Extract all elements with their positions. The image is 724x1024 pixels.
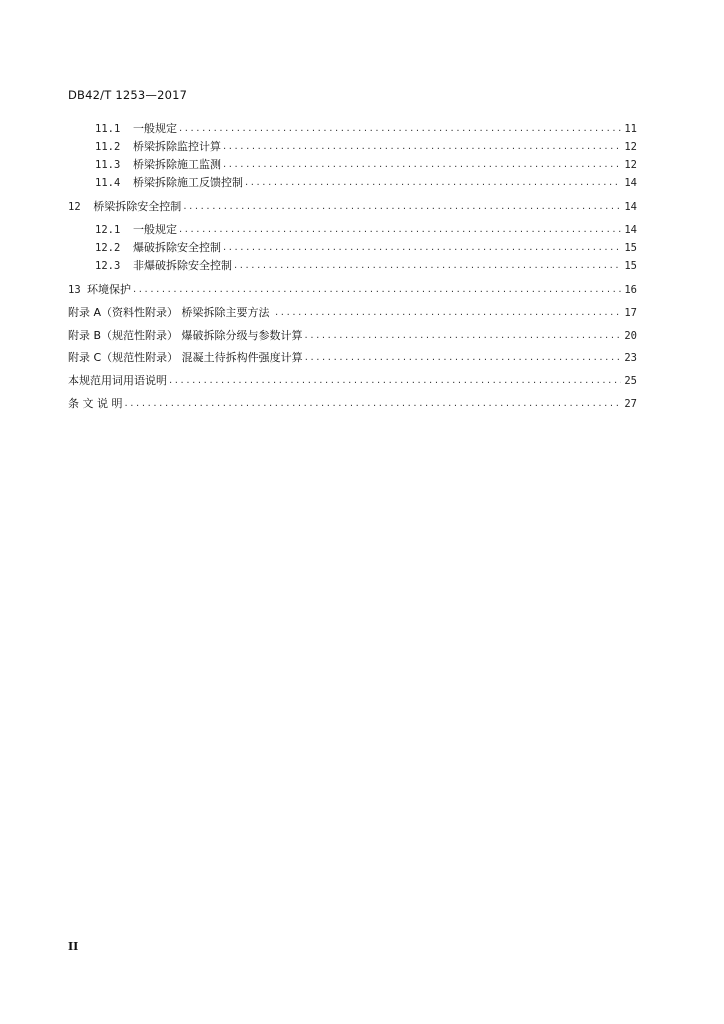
toc-dot-leader [305,351,621,365]
toc-entry-11-2[interactable] [95,140,637,155]
document-code-header: DB42/T 1253—2017 [68,88,188,102]
toc-entry-gap [120,158,133,172]
toc-dot-leader [223,241,621,255]
toc-entry-appendix-b[interactable] [68,329,637,344]
toc-dot-leader [245,176,621,190]
toc-entry-page: 17 [624,307,637,319]
toc-entry-number: 13 [68,284,81,296]
toc-entry-gap [81,200,94,214]
toc-entry-12-2[interactable] [95,241,637,256]
toc-entry-page: 14 [624,224,637,236]
toc-dot-leader [223,140,621,154]
toc-dot-leader [179,223,621,237]
toc-entry-page: 25 [624,375,637,387]
toc-entry-12-3[interactable] [95,259,637,274]
toc-dot-leader [223,158,621,172]
toc-entry-page: 14 [624,201,637,213]
toc-entry-title: 桥梁拆除施工反馈控制 [132,176,243,189]
toc-entry-gap [120,140,133,154]
toc-dot-leader [133,283,621,297]
toc-dot-leader [275,306,621,320]
toc-entry-gap [120,122,133,136]
toc-entry-11-1[interactable] [95,122,637,137]
toc-entry-gap [120,223,133,237]
toc-entry-11-4[interactable] [95,176,637,191]
toc-dot-leader [305,329,621,343]
toc-entry-page: 12 [624,141,637,153]
toc-entry-page: 14 [624,177,637,189]
toc-entry-title: 附录 B（规范性附录） 爆破拆除分级与参数计算 [68,329,303,342]
toc-entry-page: 16 [624,284,637,296]
toc-entry-page: 20 [624,330,637,342]
toc-dot-leader [179,122,621,136]
toc-dot-leader [125,397,622,411]
toc-entry-number: 11.2 [95,141,121,153]
toc-entry-title: 条 文 说 明 [68,397,123,410]
toc-entry-gap [120,241,133,255]
toc-entry-gap [120,176,133,190]
toc-entry-page: 15 [624,260,637,272]
toc-entry-number: 12.2 [95,242,121,254]
page-number-roman: II [68,940,79,953]
toc-entry-title: 一般规定 [132,223,177,236]
toc-entry-page: 12 [624,159,637,171]
toc-entry-gap [120,259,133,273]
toc-entry-number: 11.4 [95,177,121,189]
toc-entry-number: 12 [68,201,81,213]
toc-entry-13[interactable] [68,283,637,298]
toc-entry-appendix-c[interactable] [68,351,637,366]
toc-entry-page: 23 [624,352,637,364]
toc-entry-number: 11.3 [95,159,121,171]
toc-entry-title: 非爆破拆除安全控制 [132,259,232,272]
toc-entry-number: 11.1 [95,123,121,135]
toc-entry-number: 12.3 [95,260,121,272]
toc-entry-title: 桥梁拆除安全控制 [93,200,182,213]
toc-entry-title: 桥梁拆除施工监测 [132,158,221,171]
toc-entry-page: 15 [624,242,637,254]
toc-dot-leader [169,374,621,388]
toc-entry-11-3[interactable] [95,158,637,173]
toc-entry-page: 27 [624,398,637,410]
toc-entry-title: 爆破拆除安全控制 [132,241,221,254]
toc-entry-terminology[interactable] [68,374,637,389]
toc-entry-page: 11 [624,123,637,135]
toc-entry-title: 附录 C（规范性附录） 混凝土待拆构件强度计算 [68,351,303,364]
toc-dot-leader [234,259,621,273]
toc-entry-12-1[interactable] [95,223,637,238]
toc-dot-leader [183,200,621,214]
toc-entry-appendix-a[interactable] [68,306,637,321]
toc-entry-title: 环境保护 [86,283,131,296]
toc-entry-title: 本规范用词用语说明 [68,374,167,387]
toc-entry-explanation[interactable] [68,397,637,412]
toc-entry-title: 附录 A（资料性附录） 桥梁拆除主要方法 [68,306,274,319]
toc-entry-title: 一般规定 [132,122,177,135]
toc-entry-12[interactable] [68,200,637,215]
toc-entry-title: 桥梁拆除监控计算 [132,140,221,153]
toc-entry-number: 12.1 [95,224,121,236]
